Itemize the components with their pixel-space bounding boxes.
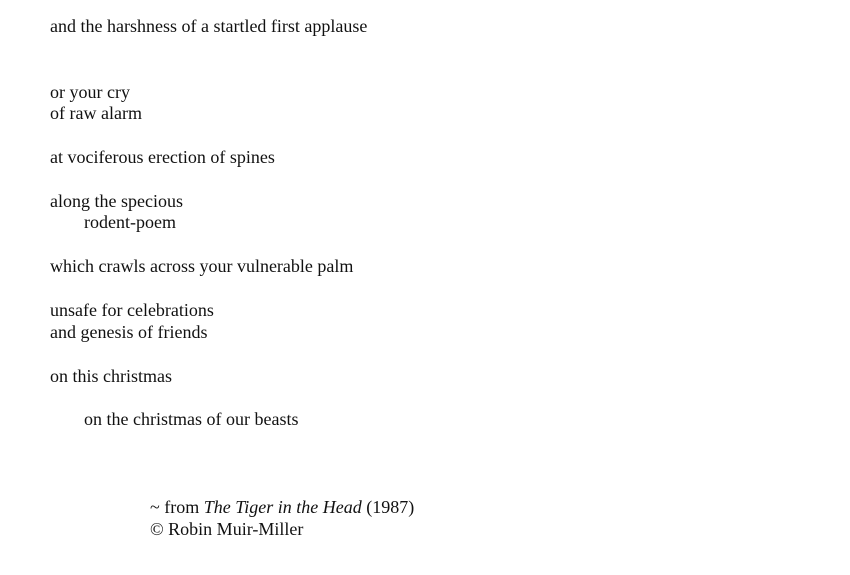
poem-line: rodent-poem	[84, 212, 176, 232]
poem-line: on the christmas of our beasts	[84, 409, 299, 429]
poem-line: unsafe for celebrations	[50, 300, 214, 320]
source-prefix: ~ from	[150, 497, 204, 517]
poem-line: along the specious	[50, 191, 183, 211]
poem-line: on this christmas	[50, 366, 172, 386]
poem-line: of raw alarm	[50, 103, 142, 123]
poem-line: and genesis of friends	[50, 322, 208, 342]
poem-line: and the harshness of a startled first applause	[50, 16, 368, 36]
poem-line: which crawls across your vulnerable palm	[50, 256, 354, 276]
book-title: The Tiger in the Head	[203, 497, 362, 517]
source-line	[150, 496, 414, 518]
poem-line: at vociferous erection of spines	[50, 147, 275, 167]
copyright-line: © Robin Muir-Miller	[150, 519, 304, 539]
publication-year: (1987)	[361, 497, 415, 517]
poem-line: or your cry	[50, 82, 130, 102]
